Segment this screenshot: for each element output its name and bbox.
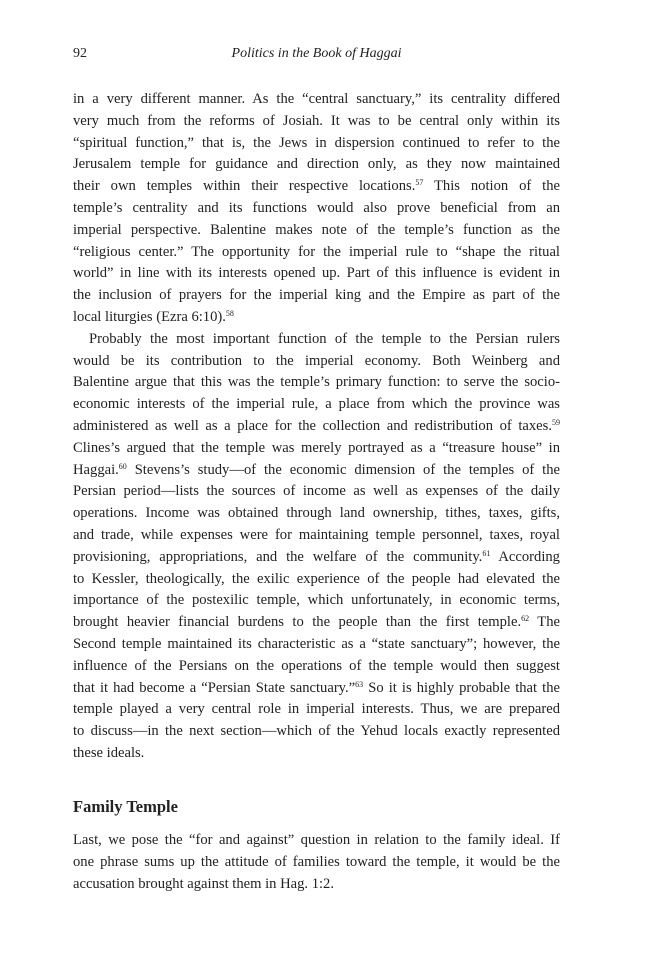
section-heading: Family Temple [73, 797, 178, 816]
text-line [73, 242, 560, 264]
text-line [73, 721, 560, 743]
line-text: Balentine argue that this was the temple’s primary function: to serve the socio- [73, 374, 560, 391]
line-text: Persian period—lists the sources of income as well as expenses of the daily [73, 483, 560, 500]
line-text: very much from the reforms of Josiah. It was to be central only within its [73, 112, 560, 129]
line-text: temple played a very central role in imperial interests. Thus, we are prepared [73, 701, 560, 718]
line-text: local liturgies (Ezra 6:10). [73, 308, 226, 325]
line-text: “spiritual function,” that is, the Jews in dispersion continued to refer to the [73, 134, 560, 151]
line-text: that it had become a “Persian State sanctuary.” [73, 679, 356, 696]
text-line [73, 198, 560, 220]
text-line [73, 678, 560, 700]
page-header [73, 46, 560, 66]
text-line [73, 154, 560, 176]
text-line [73, 307, 560, 329]
line-text: and trade, while expenses were for maintaining temple personnel, taxes, royal [73, 526, 560, 543]
body-text [73, 89, 560, 765]
text-line [73, 329, 560, 351]
text-line [73, 503, 560, 525]
line-text: to Kessler, theologically, the exilic experience of the people had elevated the [73, 570, 560, 587]
text-line [73, 525, 560, 547]
line-text: Second temple maintained its characteristic as a “state sanctuary”; however, the [73, 635, 560, 652]
text-line [73, 438, 560, 460]
line-text: Last, we pose the “for and against” question in relation to the family ideal. If [73, 832, 560, 848]
line-text: these ideals. [73, 744, 145, 761]
text-line [73, 569, 560, 591]
line-text: “religious center.” The opportunity for the imperial rule to “shape the ritual [73, 243, 560, 260]
text-line [73, 263, 560, 285]
text-line [73, 351, 560, 373]
line-text: economic interests of the imperial rule, a place from which the province was [73, 396, 560, 413]
text-line [73, 285, 560, 307]
footnote-marker: 63 [355, 679, 364, 689]
text-line [73, 547, 560, 569]
text-line [73, 874, 560, 896]
footnote-marker: 58 [225, 308, 234, 318]
text-line [73, 852, 560, 874]
text-line [73, 743, 560, 765]
line-text: operations. Income was obtained through land ownership, tithes, taxes, gifts, [73, 505, 560, 522]
paragraph [73, 329, 560, 765]
line-text: Probably the most important function of the temple to the Persian rulers [89, 330, 560, 347]
line-text-continuation: Stevens’s study—of the economic dimension of the temples of the [126, 461, 560, 478]
footnote-marker: 61 [482, 548, 491, 558]
line-text-continuation: This notion of the [423, 178, 561, 195]
text-line [73, 590, 560, 612]
text-line [73, 656, 560, 678]
line-text: brought heavier financial burdens to the people than the first temple. [73, 614, 522, 631]
text-line [73, 460, 560, 482]
line-text: temple’s centrality and its functions would also prove beneficial from an [73, 199, 560, 216]
text-line [73, 176, 560, 198]
text-line [73, 394, 560, 416]
line-text: Clines’s argued that the temple was merely portrayed as a “treasure house” in [73, 439, 560, 456]
line-text: importance of the postexilic temple, which unfortunately, in economic terms, [73, 592, 560, 609]
footnote-marker: 62 [521, 614, 530, 624]
line-text: administered as well as a place for the collection and redistribution of taxes. [73, 417, 552, 434]
running-title: Politics in the Book of Haggai [231, 46, 402, 61]
line-text: Haggai. [73, 461, 119, 478]
text-line [73, 220, 560, 242]
line-text: world” in line with its interests opened up. Part of this influence is evident in [73, 265, 560, 282]
line-text: to discuss—in the next section—which of the Yehud locals exactly represented [73, 723, 560, 740]
footnote-marker: 60 [118, 461, 127, 471]
line-text: influence of the Persians on the operations of the temple would then suggest [73, 657, 560, 674]
footnote-marker: 57 [415, 178, 424, 188]
line-text-continuation: So it is highly probable that the [363, 679, 560, 696]
line-text-continuation: The [529, 614, 560, 631]
text-line [73, 481, 560, 503]
line-text: the inclusion of prayers for the imperial king and the Empire as part of the [73, 287, 560, 304]
line-text: provisioning, appropriations, and the welfare of the community. [73, 548, 483, 565]
text-line [73, 634, 560, 656]
line-text: Jerusalem temple for guidance and direction only, as they now maintained [73, 156, 560, 173]
line-text: their own temples within their respective locations. [73, 178, 416, 195]
text-line [73, 699, 560, 721]
paragraph [73, 89, 560, 329]
text-line [73, 830, 560, 852]
text-line [73, 612, 560, 634]
line-text: imperial perspective. Balentine makes note of the temple’s function as the [73, 221, 560, 238]
footnote-marker: 59 [552, 417, 560, 427]
text-line [73, 133, 560, 155]
text-line [73, 416, 560, 438]
line-text: accusation brought against them in Hag. 1:2. [73, 875, 335, 892]
text-line [73, 89, 560, 111]
line-text-continuation: According [490, 548, 560, 565]
text-line [73, 372, 560, 394]
line-text: in a very different manner. As the “central sanctuary,” its centrality differed [73, 91, 560, 107]
section-paragraph [73, 830, 560, 895]
page-number: 92 [73, 46, 87, 61]
line-text: would be its contribution to the imperial economy. Both Weinberg and [73, 352, 560, 369]
line-text: one phrase sums up the attitude of families toward the temple, it would be the [73, 853, 560, 870]
text-line [73, 111, 560, 133]
